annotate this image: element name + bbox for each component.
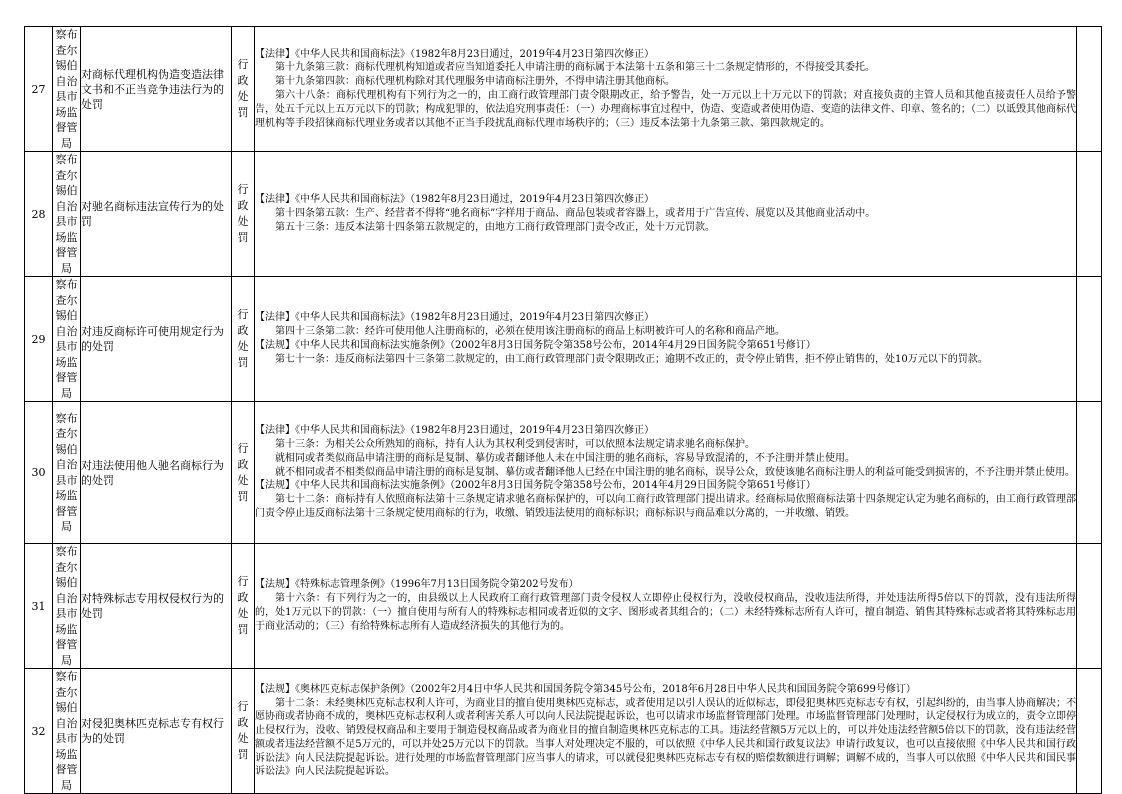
power-type-cell	[232, 27, 255, 152]
power-type-cell	[232, 544, 255, 669]
department-name: 察布查尔锡伯自治县市场监督管局	[55, 28, 78, 150]
power-type: 行政处罚	[237, 441, 249, 503]
item-name: 对商标代理机构伪造变造法律文书和不正当竞争违法行为的处罚	[81, 27, 232, 152]
table-row	[25, 669, 1102, 794]
law-citation: 【法规】《奥林匹克标志保护条例》（2002年2月4日中华人民共和国国务院令第345号公布，2018年6月28日中华人民共和国国务院令第699号修订）	[255, 683, 916, 695]
law-article: 第十二条：未经奥林匹克标志权利人许可，为商业目的擅自使用奥林匹克标志，或者使用足以引人误认的近似标志，即侵犯奥林匹克标志专有权，引起纠纷的，由当事人协商解决；不愿协商或者协商不成的，奥林匹克标志权利人或者利害关系人可以向人民法院提起诉讼，也可以请求市场监督管理部门处理。市场监督管理部门处理时，认定侵权行为成立的，责令立即停止侵权行为，没收、销毁侵权商品和主要用于制造侵权商品或者为商业目的擅自制造奥林匹克标志的工具。违法经营额5万元以上的，可以并处违法经营额5倍以下的罚款，没有违法经营额或者违法经营额不足5万元的，可以并处25万元以下的罚款。当事人对处理决定不服的，可以依照《中华人民共和国行政复议法》申请行政复议，也可以直接依照《中华人民共和国行政诉讼法》向人民法院提起诉讼。进行处理的市场监督管理部门应当事人的请求，可以就侵犯奥林匹克标志专有权的赔偿数额进行调解；调解不成的，当事人可以依照《中华人民共和国民事诉讼法》向人民法院提起诉讼。	[255, 697, 1076, 778]
row-number: 31	[25, 544, 53, 669]
row-number: 28	[25, 152, 53, 277]
remarks-cell	[1077, 277, 1102, 402]
law-article: 第五十三条：违反本法第十四条第五款规定的，由地方工商行政管理部门责令改正，处十万元罚款。	[275, 221, 715, 233]
law-article: 第七十一条：违反商标法第四十三条第二款规定的，由工商行政管理部门责令限期改正；逾期不改正的，责令停止销售，拒不停止销售的，处10万元以下的罚款。	[275, 353, 988, 365]
row-number: 29	[25, 277, 53, 402]
power-type: 行政处罚	[237, 308, 249, 369]
legal-basis	[255, 277, 1077, 402]
power-type-cell	[232, 669, 255, 794]
table-row	[25, 402, 1102, 544]
row-number: 30	[25, 402, 53, 544]
power-type-cell	[232, 277, 255, 402]
table-row	[25, 544, 1102, 669]
department-name: 察布查尔锡伯自治县市场监督管局	[55, 670, 78, 792]
row-number: 27	[25, 27, 53, 152]
department-name: 察布查尔锡伯自治县市场监督管局	[55, 545, 78, 667]
law-citation: 【法律】《中华人民共和国商标法》（1982年8月23日通过，2019年4月23日第四次修正）	[255, 312, 655, 324]
law-article: 第十六条：有下列行为之一的，由县级以上人民政府工商行政管理部门责令侵权人立即停止侵权行为，没收侵权商品，没收违法所得，并处违法所得5倍以下的罚款，没有违法所得的，处1万元以下的罚款：（一）擅自使用与所有人的特殊标志相同或者近似的文字、图形或者其组合的；（二）未经特殊标志所有人许可，擅自制造、销售其特殊标志或者将其特殊标志用于商业活动的；（三）有给特殊标志所有人造成经济损失的其他行为的。	[255, 593, 1076, 632]
item-name: 对驰名商标违法宣传行为的处罚	[81, 152, 232, 277]
legal-basis	[255, 669, 1077, 794]
law-article: 第十三条：为相关公众所熟知的商标，持有人认为其权利受到侵害时，可以依照本法规定请求驰名商标保护。	[275, 439, 755, 450]
law-article: 就不相同或者不相类似商品申请注册的商标是复制、摹仿或者翻译他人已经在中国注册的驰名商标，误导公众，致使该驰名商标注册人的利益可能受到损害的，不予注册并禁止使用。	[275, 466, 1075, 478]
law-citation: 【法律】《中华人民共和国商标法》（1982年8月23日通过，2019年4月23日第四次修正）	[255, 425, 655, 437]
item-name: 对违反商标许可使用规定行为的处罚	[81, 277, 232, 402]
law-citation: 【法规】《中华人民共和国商标法实施条例》（2002年8月3日国务院令第358号公布，2014年4月29日国务院令第651号修订）	[255, 480, 816, 492]
law-article: 第十九条第三款：商标代理机构知道或者应当知道委托人申请注册的商标属于本法第十五条和第三十二条规定情形的，不得接受其委托。	[275, 62, 875, 74]
remarks-cell	[1077, 544, 1102, 669]
law-article: 第六十八条：商标代理机构有下列行为之一的，由工商行政管理部门责令限期改正，给予警告，处一万元以上十万元以下的罚款；对直接负责的主管人员和其他直接责任人员给予警告，处五千元以上五万元以下的罚款；构成犯罪的，依法追究刑事责任：（一）办理商标事宜过程中，伪造、变造或者使用伪造、变造的法律文件、印章、签名的；（二）以诋毁其他商标代理机构等手段招徕商标代理业务或者以其他不正当手段扰乱商标代理市场秩序的；（三）违反本法第十九条第三款、第四款规定的。	[255, 90, 1076, 129]
item-name: 对特殊标志专用权侵权行为的处罚	[81, 544, 232, 669]
law-article: 第七十二条：商标持有人依照商标法第十三条规定请求驰名商标保护的，可以向工商行政管理部门提出请求。经商标局依照商标法第十四条规定认定为驰名商标的，由工商行政管理部门责令停止违反商标法第十三条规定使用商标的行为，收缴、销毁违法使用的商标标识；商标标识与商品难以分离的，一并收缴、销毁。	[255, 494, 1076, 519]
table-row	[25, 152, 1102, 277]
legal-basis	[255, 544, 1077, 669]
law-article: 就相同或者类似商品申请注册的商标是复制、摹仿或者翻译他人未在中国注册的驰名商标，容易导致混淆的，不予注册并禁止使用。	[275, 452, 855, 464]
legal-basis	[255, 152, 1077, 277]
remarks-cell	[1077, 669, 1102, 794]
law-citation: 【法规】《中华人民共和国商标法实施条例》（2002年8月3日国务院令第358号公布，2014年4月29日国务院令第651号修订）	[255, 340, 816, 351]
legal-basis	[255, 402, 1077, 544]
law-citation: 【法规】《特殊标志管理条例》（1996年7月13日国务院令第202号发布）	[255, 579, 579, 591]
department-cell	[53, 277, 81, 402]
department-cell	[53, 27, 81, 152]
penalty-table	[24, 26, 1102, 794]
remarks-cell	[1077, 152, 1102, 277]
department-cell	[53, 544, 81, 669]
department-name: 察布查尔锡伯自治县市场监督管局	[55, 278, 78, 400]
power-type-cell	[232, 402, 255, 544]
department-name: 察布查尔锡伯自治县市场监督管局	[55, 153, 78, 275]
department-cell	[53, 402, 81, 544]
item-name: 对违法使用他人驰名商标行为的处罚	[81, 402, 232, 544]
table-body	[25, 27, 1102, 794]
remarks-cell	[1077, 402, 1102, 544]
row-number: 32	[25, 669, 53, 794]
law-citation: 【法律】《中华人民共和国商标法》（1982年8月23日通过，2019年4月23日第四次修正）	[255, 194, 655, 206]
law-article: 第四十三条第二款：经许可使用他人注册商标的，必须在使用该注册商标的商品上标明被许可人的名称和商品产地。	[275, 326, 785, 338]
law-article: 第十九条第四款：商标代理机构除对其代理服务申请商标注册外，不得申请注册其他商标。	[275, 76, 675, 88]
power-type: 行政处罚	[237, 575, 249, 636]
item-name: 对侵犯奥林匹克标志专有权行为的处罚	[81, 669, 232, 794]
department-cell	[53, 152, 81, 277]
table-row	[25, 277, 1102, 402]
power-type: 行政处罚	[237, 700, 249, 761]
department-cell	[53, 669, 81, 794]
department-name: 察布查尔锡伯自治县市场监督管局	[55, 411, 78, 533]
power-type: 行政处罚	[237, 183, 249, 244]
remarks-cell	[1077, 27, 1102, 152]
table-row	[25, 27, 1102, 152]
power-type-cell	[232, 152, 255, 277]
power-type: 行政处罚	[237, 58, 249, 119]
law-article: 第十四条第五款：生产、经营者不得将“驰名商标”字样用于商品、商品包装或者容器上，或者用于广告宣传、展览以及其他商业活动中。	[275, 208, 876, 220]
law-citation: 【法律】《中华人民共和国商标法》（1982年8月23日通过，2019年4月23日第四次修正）	[255, 48, 655, 60]
legal-basis	[255, 27, 1077, 152]
